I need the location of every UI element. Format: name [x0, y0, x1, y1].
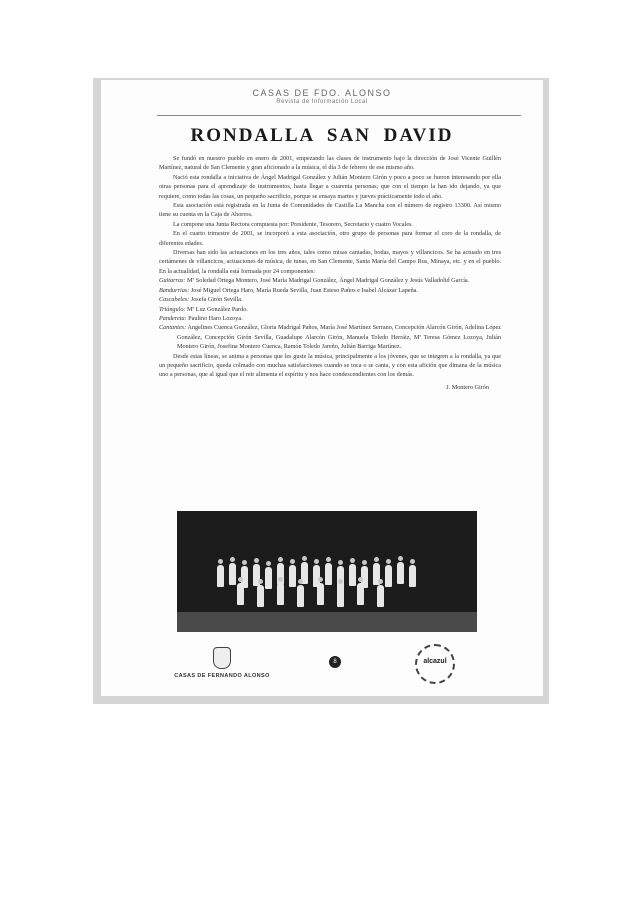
performer-figure	[265, 567, 272, 589]
member-label: Triángulo:	[159, 305, 186, 313]
coat-of-arms-icon	[213, 647, 231, 669]
member-line	[159, 305, 501, 314]
performer-figure	[257, 585, 264, 607]
header-subtitle: Revista de Información Local	[276, 99, 368, 105]
document-page	[101, 80, 543, 696]
article-title: RONDALLA SAN DAVID	[190, 125, 454, 146]
member-label: Pandereta:	[159, 314, 187, 322]
article-body	[159, 154, 501, 392]
member-names: Angelines Cuenca González, Gloria Madrigal Paños, María José Martínez Serrano, Concepción Alarcón Girón, Adelina López González, Concepción Girón Sevilla, Guadalupe Alarcón Girón, Manuela Toledo Herráiz, Mª Teresa Gómez Lozoya, Julián Montero Girón, Josefina Montero Cuenca, Ramón Toledo Jareño, Julián Barriga Martínez.	[177, 324, 501, 351]
member-line	[159, 286, 501, 295]
member-line	[159, 314, 501, 323]
performer-figure	[297, 585, 304, 607]
performer-figure	[237, 583, 244, 605]
member-line	[159, 295, 501, 304]
member-names: Josefa Girón Sevilla.	[190, 296, 243, 304]
header-title: CASAS DE FDO. ALONSO	[252, 88, 392, 98]
paragraph: Esta asociación está registrada en la Junta de Comunidades de Castilla La Mancha con el número de registro 13300. Así mismo tiene su cuenta en la Caja de Ahorros.	[159, 202, 501, 219]
header-rule	[157, 115, 521, 116]
performer-figure	[289, 565, 296, 587]
signature: J. Montero Girón	[446, 383, 489, 391]
member-label: Bandurrias:	[159, 286, 190, 294]
member-names: José Miguel Ortega Haro, María Rueda Sevilla, Juan Esteso Paños e Isabel Alcázar Lapeña.	[190, 286, 418, 294]
group-photo	[177, 511, 477, 632]
performer-figure	[397, 562, 404, 584]
performer-figure	[325, 563, 332, 585]
member-line	[159, 276, 501, 285]
member-label: Cascabeles:	[159, 296, 190, 304]
performer-figure	[277, 583, 284, 605]
paragraph: En el cuarto trimestre de 2001, se incorporó a esta asociación, otro grupo de personas para formar el coro de la rondalla, de diferentes edades.	[159, 230, 501, 247]
performer-figure	[409, 565, 416, 587]
member-label: Cantantes:	[159, 324, 187, 332]
performer-figure	[385, 565, 392, 587]
performer-figure	[229, 563, 236, 585]
performer-figure	[349, 564, 356, 586]
footer-town-name: CASAS DE FERNANDO ALONSO	[174, 673, 270, 679]
closing-paragraph: Desde estas líneas, se anima a personas que les guste la música, principalmente a los jóvenes, que se integren a la rondalla, ya que un pequeño sacrificio, queda colmado con muchas satisfacciones cuando se toca o se canta, y con esta afición que dimana de la música uno a personas, que al igual que el reir alimenta el espíritu y nos hace condescendientes con los demás.	[159, 352, 501, 379]
stage-floor	[177, 612, 477, 632]
footer-left	[167, 647, 277, 679]
performer-figure	[337, 585, 344, 607]
paragraph: Diversas han sido las actuaciones en los tres años, tales como misas cantadas, bodas, mayos y villancicos. Se ha actuado en tres certámenes de villancicos, actuaciones de música, de tunas, en San Clemente, Santa María del Campo Rus, Minaya, etc. y en el pueblo. En la actualidad, la rondalla está formada por 24 componentes:	[159, 249, 501, 275]
member-names: Paulino Haro Lozoya.	[188, 314, 243, 322]
page-number: 8	[329, 656, 341, 668]
logo-text: alcazul	[423, 658, 447, 665]
paragraph: Se fundó en nuestro pueblo en enero de 2001, empezando las clases de instrumento bajo la dirección de José Vicente Guillén Martínez, natural de San Clemente y gran aficionado a la música, el día 3 de febrero de ese mismo año.	[159, 155, 501, 172]
member-names: Mª Soledad Ortega Montero, José María Madrigal González, Ángel Madrigal González y Jesús Valladolid García.	[187, 277, 470, 285]
performer-figure	[357, 583, 364, 605]
performer-figure	[217, 565, 224, 587]
alcazul-logo	[415, 644, 455, 684]
paragraph: La compone una Junta Rectora compuesta por: Presidente, Tesorero, Secretario y cuatro Vocales.	[173, 220, 413, 228]
member-line	[159, 323, 501, 351]
page-header	[101, 88, 543, 105]
member-names: Mª Luz González Pardo.	[187, 305, 248, 313]
member-label: Guitarras:	[159, 277, 186, 285]
performer-figure	[377, 585, 384, 607]
performer-figure	[317, 583, 324, 605]
paragraph: Nació esta rondalla a iniciativa de Ángel Madrigal González y Julián Montero Girón y poco a poco se fueron interesando por ella otras personas para el aprendizaje de instrumentos, hasta llegar a cuarenta personas; que con el tiempo la han ido dejando, ya que requiere, como todas las cosas, un pequeño sacrificio, porque se ensaya martes y jueves prácticamente todo el año.	[159, 173, 501, 200]
